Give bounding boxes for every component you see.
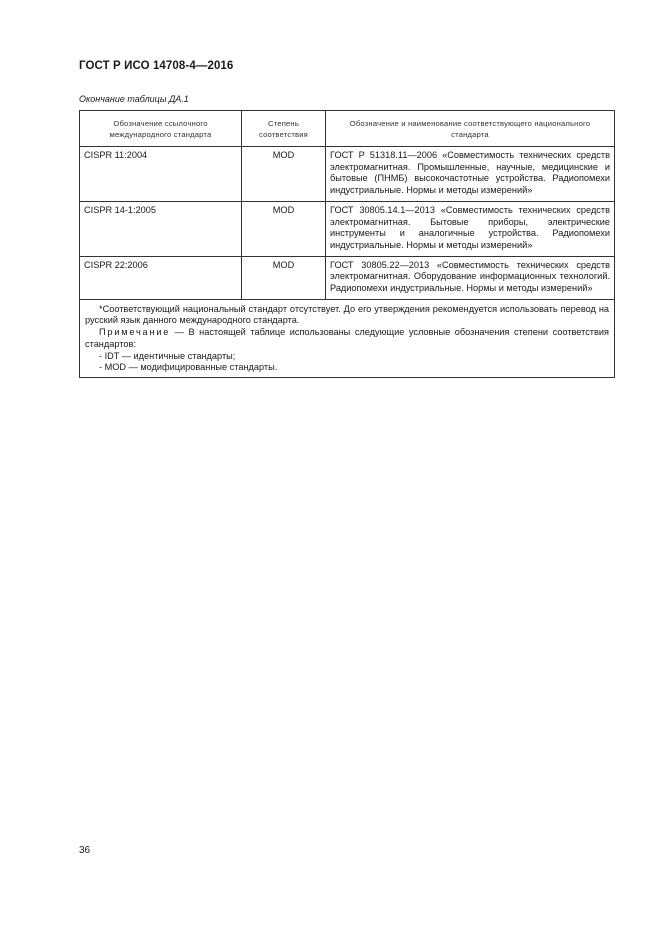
cell-national: ГОСТ Р 51318.11—2006 «Совместимость технических средств электромагнитная. Промышленные, научные, медицинские и бытовые (ПНМБ) высокочастотные устройства. Радиопомехи индустриальные. Нормы и методы измерений» xyxy=(326,147,615,202)
note-list-item: - IDT — идентичные стандарты; xyxy=(99,350,236,361)
table-caption: Окончание таблицы ДА.1 xyxy=(79,94,189,104)
cell-national: ГОСТ 30805.22—2013 «Совместимость технических средств электромагнитная. Оборудование информационных технологий. Радиопомехи индустриальные. Нормы и методы измерений» xyxy=(326,256,615,299)
cell-standard: CISPR 11:2004 xyxy=(80,147,242,202)
cell-standard: CISPR 22:2006 xyxy=(80,256,242,299)
table-row xyxy=(80,256,615,299)
table-row xyxy=(80,201,615,256)
note-label: Примечание xyxy=(99,327,171,338)
table-footnote-row xyxy=(80,299,615,377)
note-paragraph xyxy=(85,327,609,350)
table-row xyxy=(80,147,615,202)
cell-degree: MOD xyxy=(242,256,326,299)
header-degree-of-conformity: Степень соответствия xyxy=(242,111,326,147)
page-number: 36 xyxy=(79,845,91,856)
cell-national: ГОСТ 30805.14.1—2013 «Совместимость технических средств электромагнитная. Бытовые приборы, электрические инструменты и аналогичные устройства. Радиопомехи индустриальные. Нормы и методы измерений» xyxy=(326,201,615,256)
cell-degree: MOD xyxy=(242,201,326,256)
note-text: — В настоящей таблице использованы следующие условные обозначения степени соответствия стандартов: xyxy=(85,327,609,349)
standards-table xyxy=(79,110,615,378)
note-list-item: - MOD — модифицированные стандарты. xyxy=(99,362,278,373)
asterisk-note: *Соответствующий национальный стандарт отсутствует. До его утверждения рекомендуется использовать перевод на русский язык данного международного стандарта. xyxy=(85,303,609,326)
header-national-standard: Обозначение и наименование соответствующего национального стандарта xyxy=(326,111,615,147)
header-international-standard: Обозначение ссылочного международного стандарта xyxy=(80,111,242,147)
table-header-row xyxy=(80,111,615,147)
cell-degree: MOD xyxy=(242,147,326,202)
document-code: ГОСТ Р ИСО 14708-4—2016 xyxy=(79,60,234,72)
table-footnote xyxy=(80,299,615,377)
cell-standard: CISPR 14-1:2005 xyxy=(80,201,242,256)
